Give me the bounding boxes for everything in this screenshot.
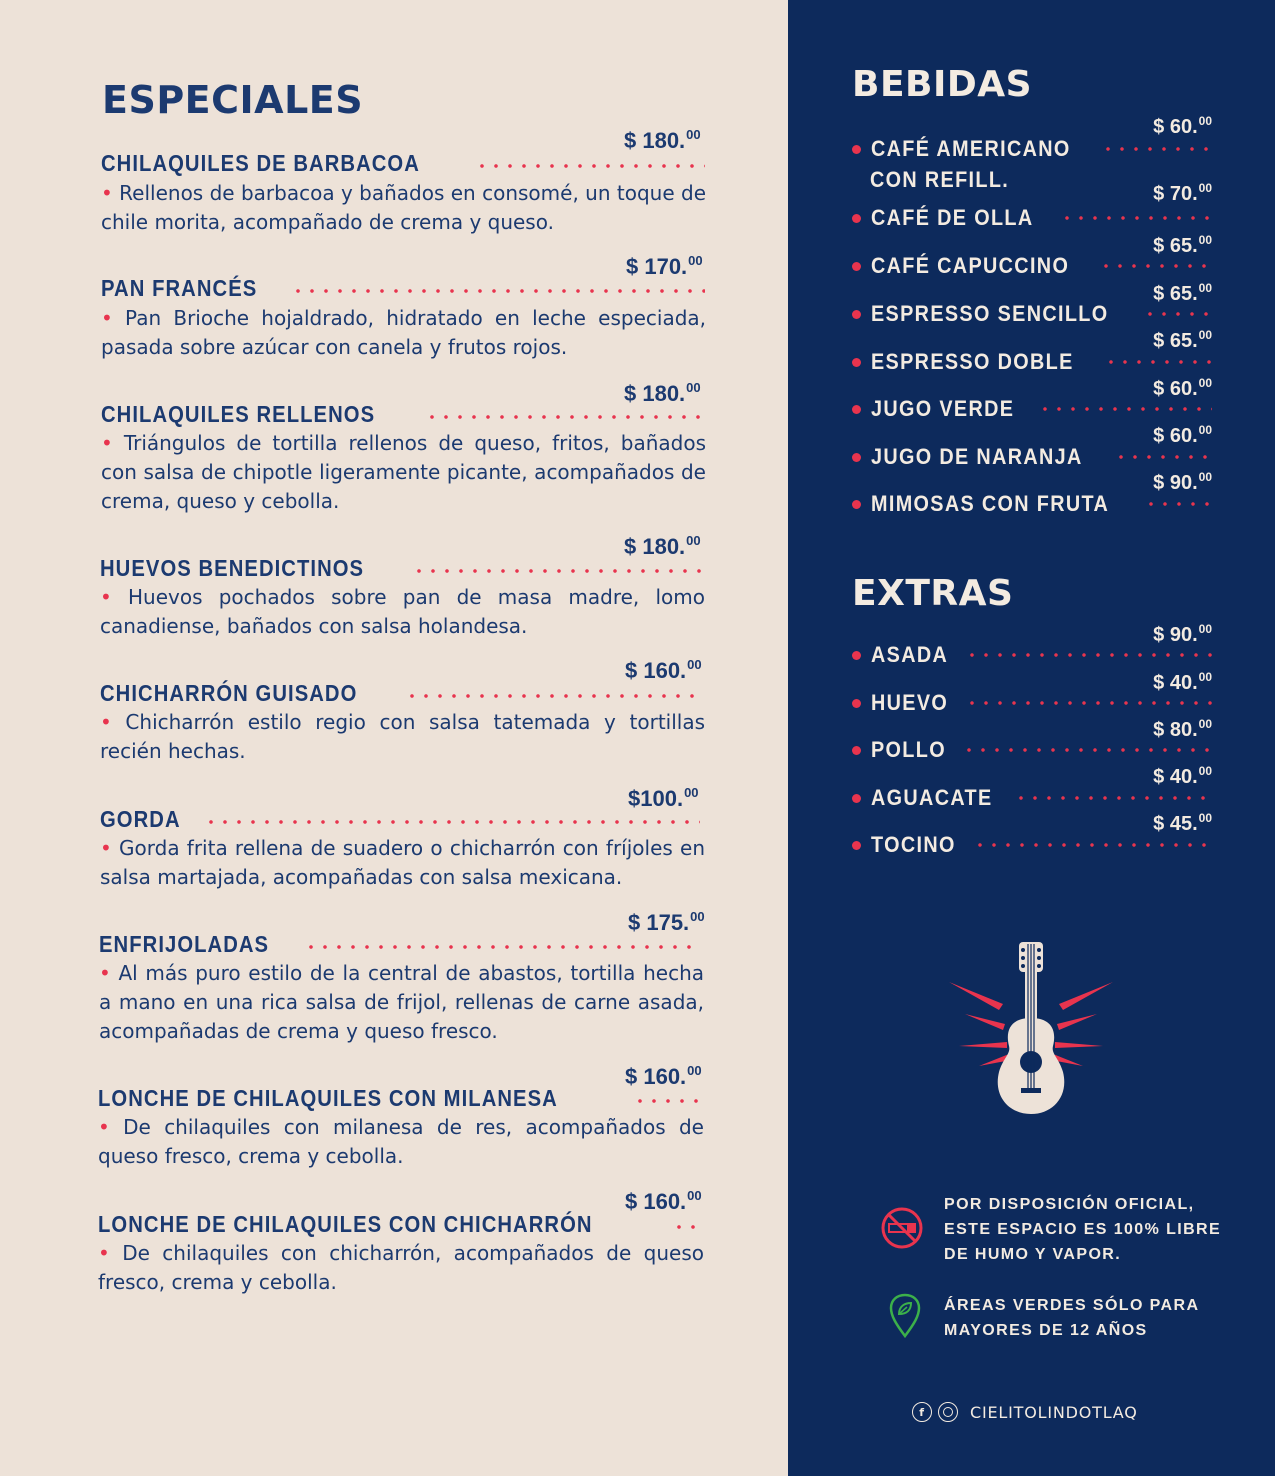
no-smoking-icon [879, 1205, 925, 1251]
item-name: CAFÉ AMERICANO [871, 136, 1071, 161]
item-name: HUEVOS BENEDICTINOS [100, 554, 365, 581]
item-name: ASADA [871, 642, 949, 667]
item-price: $ 160.00 [625, 657, 702, 683]
item-price: $ 175.00 [628, 909, 705, 935]
item-name: LONCHE DE CHILAQUILES CON MILANESA [98, 1084, 558, 1111]
item-name: CHILAQUILES RELLENOS [101, 400, 376, 427]
dot-leader [1101, 147, 1212, 151]
bebidas-title: BEBIDAS [852, 64, 1033, 105]
item-name: HUEVO [871, 690, 949, 715]
item-price: $ 65.00 [1153, 233, 1212, 257]
dot-leader [1144, 502, 1212, 506]
item-name: JUGO VERDE [871, 396, 1015, 421]
item-description: • Pan Brioche hojaldrado, hidratado en leche especiada, pasada sobre azúcar con canela y frutos rojos. [101, 306, 707, 359]
item-price: $ 90.00 [1153, 622, 1212, 646]
item-description: • Chicharrón estilo regio con salsa tatemada y tortillas recién hechas. [100, 710, 705, 763]
item-price: $ 170.00 [626, 253, 703, 279]
leaf-pin-icon [888, 1292, 922, 1340]
dot-leader [1060, 216, 1212, 220]
extra-item-huevo [852, 670, 1212, 715]
facebook-icon[interactable]: f [912, 1402, 932, 1422]
bullet-dot [852, 214, 861, 223]
drink-item-mimosas [852, 470, 1212, 516]
item-description: • De chilaquiles con milanesa de res, acompañados de queso fresco, crema y cebolla. [98, 1115, 704, 1168]
item-price: $ 45.00 [1153, 811, 1212, 835]
bullet-dot [852, 358, 861, 367]
dot-leader [962, 748, 1212, 752]
bullet-dot [852, 262, 861, 271]
extra-item-tocino [852, 811, 1212, 857]
drink-item-jugo-verde [852, 376, 1212, 421]
dot-leader [1143, 312, 1212, 316]
item-name: ENFRIJOLADAS [99, 930, 270, 957]
drink-item-cafe-de-olla [852, 181, 1212, 230]
green-areas-notice: ÁREAS VERDES SÓLO PARA MAYORES DE 12 AÑOS [944, 1297, 1200, 1339]
item-name-line2: CON REFILL. [870, 167, 1010, 192]
dot-leader [965, 701, 1212, 705]
bullet-dot [852, 699, 861, 708]
item-price: $100.00 [628, 785, 699, 811]
item-name: POLLO [871, 737, 946, 762]
item-price: $ 60.00 [1153, 114, 1212, 138]
item-name: AGUACATE [871, 785, 993, 810]
bullet-dot [852, 405, 861, 414]
item-price: $ 60.00 [1153, 376, 1212, 400]
drink-item-jugo-naranja [852, 423, 1212, 469]
item-name: CHICHARRÓN GUISADO [100, 679, 358, 706]
social-handle-text: CIELITOLINDOTLAQ [970, 1402, 1138, 1422]
bullet-dot [852, 841, 861, 850]
dot-leader [425, 415, 705, 419]
item-price: $ 160.00 [625, 1063, 702, 1089]
dot-leader [965, 653, 1212, 657]
item-name: TOCINO [871, 832, 956, 857]
dot-leader [405, 694, 705, 698]
item-description: • Triángulos de tortilla rellenos de queso, fritos, bañados con salsa de chipotle ligeramente picante, acompañados de crema, queso y cebolla. [101, 431, 706, 513]
item-price: $ 70.00 [1153, 181, 1212, 205]
item-price: $ 80.00 [1153, 717, 1212, 741]
drink-item-espresso-sencillo [852, 281, 1212, 326]
item-price: $ 180.00 [624, 380, 701, 406]
item-description: • Huevos pochados sobre pan de masa madre, lomo canadiense, bañados con salsa holandesa. [100, 585, 705, 638]
dot-leader [1114, 455, 1212, 459]
item-name: PAN FRANCÉS [101, 274, 258, 301]
extra-item-pollo [852, 717, 1212, 762]
dot-leader [672, 1225, 704, 1229]
item-name: MIMOSAS CON FRUTA [871, 491, 1110, 516]
drink-item-espresso-doble [852, 328, 1212, 374]
item-price: $ 180.00 [624, 533, 701, 559]
item-name: CAFÉ DE OLLA [871, 205, 1034, 230]
item-name: LONCHE DE CHILAQUILES CON CHICHARRÓN [98, 1210, 593, 1237]
bullet-dot [852, 500, 861, 509]
bullet-dot [852, 453, 861, 462]
dot-leader [1038, 407, 1212, 411]
dot-leader [973, 843, 1212, 847]
social-handle [912, 1402, 1138, 1422]
item-name: GORDA [100, 805, 181, 832]
item-price: $ 65.00 [1153, 328, 1212, 352]
item-price: $ 160.00 [625, 1188, 702, 1214]
dot-leader [412, 569, 704, 573]
dot-leader [304, 945, 700, 949]
dot-leader [633, 1099, 704, 1103]
bullet-dot [852, 145, 861, 154]
item-description: • Al más puro estilo de la central de abastos, tortilla hecha a mano en una rica salsa de frijol, rellenas de carne asada, acompañadas de crema y queso fresco. [99, 961, 704, 1043]
extra-item-asada [852, 622, 1212, 667]
dot-leader [1104, 360, 1212, 364]
item-price: $ 40.00 [1153, 764, 1212, 788]
dot-leader [1099, 264, 1212, 268]
item-price: $ 60.00 [1153, 423, 1212, 447]
item-description: • Gorda frita rellena de suadero o chicharrón con fríjoles en salsa martajada, acompañadas con salsa mexicana. [100, 836, 705, 889]
item-price: $ 90.00 [1153, 470, 1212, 494]
bullet-dot [852, 651, 861, 660]
extra-item-aguacate [852, 764, 1212, 810]
dot-leader [204, 820, 700, 824]
item-description: • Rellenos de barbacoa y bañados en consomé, un toque de chile morita, acompañado de crema y queso. [101, 181, 707, 234]
item-price: $ 40.00 [1153, 670, 1212, 694]
item-name: ESPRESSO SENCILLO [871, 301, 1109, 326]
item-name: CHILAQUILES DE BARBACOA [101, 149, 420, 176]
dot-leader [475, 164, 705, 168]
item-name: JUGO DE NARANJA [871, 444, 1083, 469]
especiales-title: ESPECIALES [102, 78, 364, 122]
item-price: $ 65.00 [1153, 281, 1212, 305]
bullet-dot [852, 794, 861, 803]
bullet-dot [852, 746, 861, 755]
dot-leader [1014, 796, 1212, 800]
instagram-icon[interactable] [938, 1402, 958, 1422]
item-price: $ 180.00 [624, 127, 701, 153]
item-name: ESPRESSO DOBLE [871, 349, 1074, 374]
drink-item-cafe-capuccino [852, 233, 1212, 278]
dot-leader [291, 289, 705, 293]
item-description: • De chilaquiles con chicharrón, acompañados de queso fresco, crema y cebolla. [98, 1241, 704, 1294]
extras-title: EXTRAS [852, 573, 1014, 614]
smoke-free-notice: POR DISPOSICIÓN OFICIAL, ESTE ESPACIO ES 100% LIBRE DE HUMO Y VAPOR. [944, 1196, 1222, 1263]
guitar-icon [945, 938, 1117, 1120]
bullet-dot [852, 310, 861, 319]
item-name: CAFÉ CAPUCCINO [871, 253, 1070, 278]
